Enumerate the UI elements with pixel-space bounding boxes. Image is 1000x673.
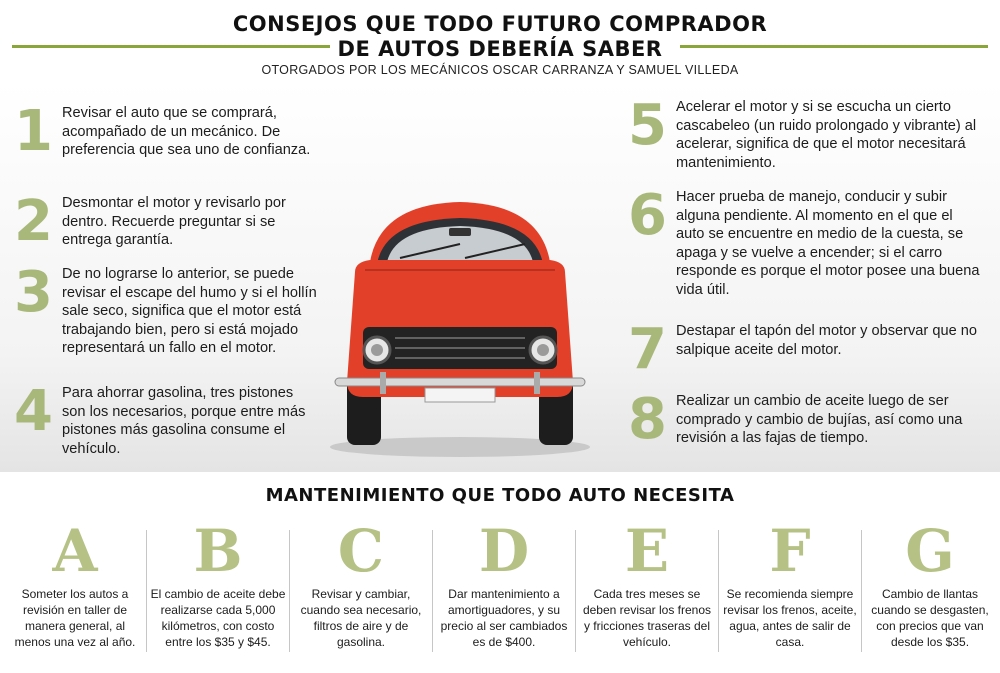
- tip-number: 3: [14, 260, 53, 325]
- maintenance-item-a: [5, 517, 145, 662]
- maintenance-letter: F: [769, 517, 811, 585]
- tip-number: 1: [14, 99, 53, 164]
- tip-text: Desmontar el motor y revisarlo por dentro. Recuerde preguntar si se entrega garantía.: [62, 195, 286, 249]
- maintenance-desc: Cambio de llantas cuando se desgasten, con precios que van desde los $35.: [871, 587, 989, 649]
- tip-8: [628, 387, 993, 462]
- divider: [289, 530, 290, 652]
- tip-number: 6: [628, 183, 667, 248]
- tip-text: Acelerar el motor y si se escucha un cierto cascabeleo (un ruido prolongado y vibrante) al acelerar, significa de que el motor necesitará mantenimiento.: [676, 99, 977, 171]
- tip-text: Destapar el tapón del motor y observar que no salpique aceite del motor.: [676, 323, 977, 358]
- tip-2: [14, 189, 314, 254]
- tip-1: [14, 99, 314, 184]
- maintenance-item-c: [291, 517, 431, 662]
- divider: [718, 530, 719, 652]
- tip-number: 2: [14, 189, 53, 254]
- tip-4: [14, 379, 314, 464]
- maintenance-title: MANTENIMIENTO QUE TODO AUTO NECESITA: [265, 485, 735, 506]
- tip-3: [14, 260, 317, 365]
- tip-text: Hacer prueba de manejo, conducir y subir alguna pendiente. Al momento en el que el auto se encuentre en medio de la cuesta, se apaga y se vuelve a encender; si el carro responde es porque el motor posee una buena vida útil.: [676, 189, 980, 298]
- maintenance-item-g: [860, 517, 1000, 662]
- maintenance-desc: Cada tres meses se deben revisar los frenos y fricciones traseras del vehículo.: [582, 587, 712, 649]
- maintenance-letter: A: [52, 517, 98, 585]
- tip-7: [628, 317, 993, 382]
- maintenance-item-d: [434, 517, 574, 662]
- maintenance-desc: Dar mantenimiento a amortiguadores, y su precio al ser cambiados es de $400.: [440, 587, 568, 649]
- red-car-image: [325, 192, 595, 462]
- tip-5: [628, 93, 993, 178]
- tip-text: Realizar un cambio de aceite luego de ser comprado y cambio de bujías, así como una revisión a las fajas de tiempo.: [676, 393, 963, 447]
- header: [0, 0, 1000, 80]
- title-line-1: CONSEJOS QUE TODO FUTURO COMPRADOR: [232, 12, 768, 36]
- maintenance-desc: Se recomienda siempre revisar los frenos, aceite, agua, antes de salir de casa.: [723, 587, 857, 649]
- tip-number: 5: [628, 93, 667, 158]
- maintenance-letter: D: [478, 517, 530, 585]
- tip-number: 4: [14, 379, 53, 444]
- maintenance-letter: E: [624, 517, 670, 585]
- tip-number: 7: [628, 317, 667, 382]
- maintenance-desc: El cambio de aceite debe realizarse cada 5,000 kilómetros, con costo entre los $35 y $45.: [150, 587, 286, 649]
- tip-text: Revisar el auto que se comprará, acompañado de un mecánico. De preferencia que sea uno de confianza.: [62, 105, 311, 159]
- maintenance-desc: Revisar y cambiar, cuando sea necesario, filtros de aire y de gasolina.: [300, 587, 422, 649]
- tip-number: 8: [628, 387, 667, 452]
- maintenance-letter: B: [193, 517, 243, 585]
- tip-text: De no lograrse lo anterior, se puede revisar el escape del humo y si el hollín sale seco, significa que el motor está trabajando bien, pero si está mojado representará un fallo en el motor.: [62, 266, 317, 357]
- title-line-2: DE AUTOS DEBERÍA SABER: [337, 37, 663, 61]
- maintenance-letter: G: [905, 517, 955, 585]
- subtitle: OTORGADOS POR LOS MECÁNICOS OSCAR CARRANZA Y SAMUEL VILLEDA: [261, 63, 739, 77]
- divider: [432, 530, 433, 652]
- divider: [575, 530, 576, 652]
- divider: [146, 530, 147, 652]
- maintenance-item-b: [148, 517, 288, 662]
- tip-text: Para ahorrar gasolina, tres pistones son los necesarios, porque entre más pistones más gasolina consume el vehículo.: [62, 385, 306, 457]
- maintenance-item-f: [720, 517, 860, 662]
- tip-6: [628, 183, 993, 308]
- maintenance-desc: Someter los autos a revisión en taller de manera general, al menos una vez al año.: [14, 587, 136, 649]
- maintenance-letter: C: [337, 517, 385, 585]
- maintenance-item-e: [577, 517, 717, 662]
